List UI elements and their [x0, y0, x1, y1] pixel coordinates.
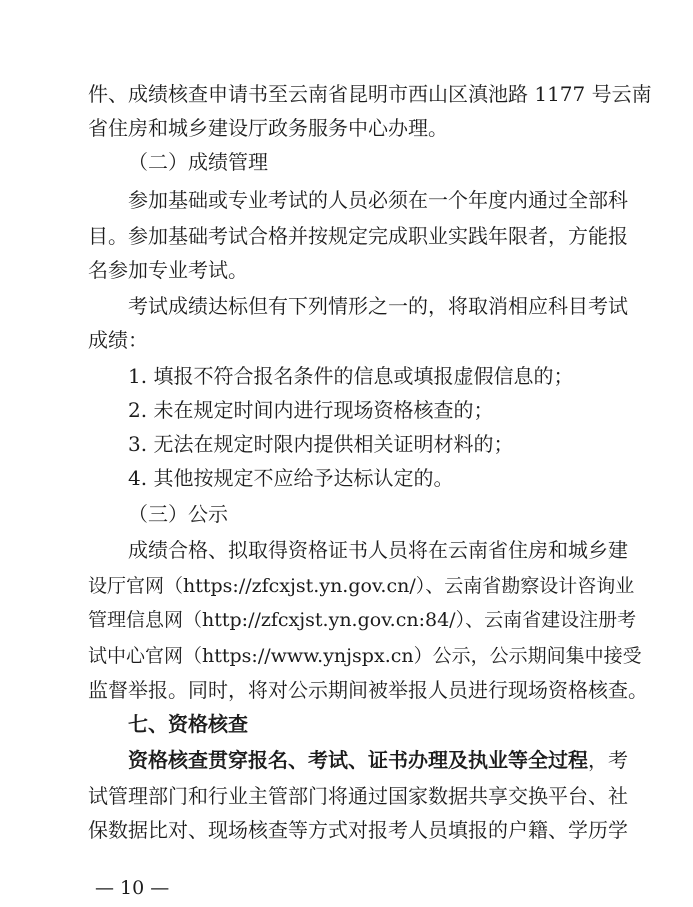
- text-line: 试管理部门和行业主管部门将通过国家数据共享交换平台、社: [88, 784, 628, 808]
- list-item: 2. 未在规定时间内进行现场资格核查的；: [128, 398, 494, 422]
- text-line: 省住房和城乡建设厅政务服务中心办理。: [88, 116, 448, 140]
- bold-lead-text: 资格核查贯穿报名、考试、证书办理及执业等全过程: [128, 748, 588, 772]
- list-item: 4. 其他按规定不应给予达标认定的。: [128, 466, 454, 490]
- text-line: 保数据比对、现场核查等方式对报考人员填报的户籍、学历学: [88, 818, 628, 842]
- text-span: ，考: [588, 748, 628, 772]
- section-heading: （三）公示: [128, 502, 228, 526]
- text-line: 考试成绩达标但有下列情形之一的，将取消相应科目考试: [128, 294, 628, 318]
- text-line: 设厅官网（https://zfcxjst.yn.gov.cn/）、云南省勘察设计咨询业: [88, 575, 635, 597]
- text-line: 名参加专业考试。: [88, 258, 248, 282]
- text-line: 试中心官网（https://www.ynjspx.cn）公示，公示期间集中接受: [88, 645, 642, 667]
- list-item: 3. 无法在规定时限内提供相关证明材料的；: [128, 432, 514, 456]
- text-line: 监督举报。同时，将对公示期间被举报人员进行现场资格核查。: [88, 678, 648, 702]
- page-number: — 10 —: [95, 877, 170, 899]
- text-line: 成绩：: [88, 328, 148, 352]
- text-line: 目。参加基础考试合格并按规定完成职业实践年限者，方能报: [88, 224, 628, 248]
- text-line: [128, 748, 628, 772]
- chapter-heading: 七、资格核查: [128, 712, 248, 736]
- text-line: 件、成绩核查申请书至云南省昆明市西山区滇池路 1177 号云南: [88, 82, 652, 106]
- text-line: 管理信息网（http://zfcxjst.yn.gov.cn:84/）、云南省建设注册考: [88, 609, 637, 631]
- text-line: 参加基础或专业考试的人员必须在一个年度内通过全部科: [128, 188, 628, 212]
- list-item: 1. 填报不符合报名条件的信息或填报虚假信息的；: [128, 364, 574, 388]
- section-heading: （二）成绩管理: [128, 150, 268, 174]
- text-line: 成绩合格、拟取得资格证书人员将在云南省住房和城乡建: [128, 538, 628, 562]
